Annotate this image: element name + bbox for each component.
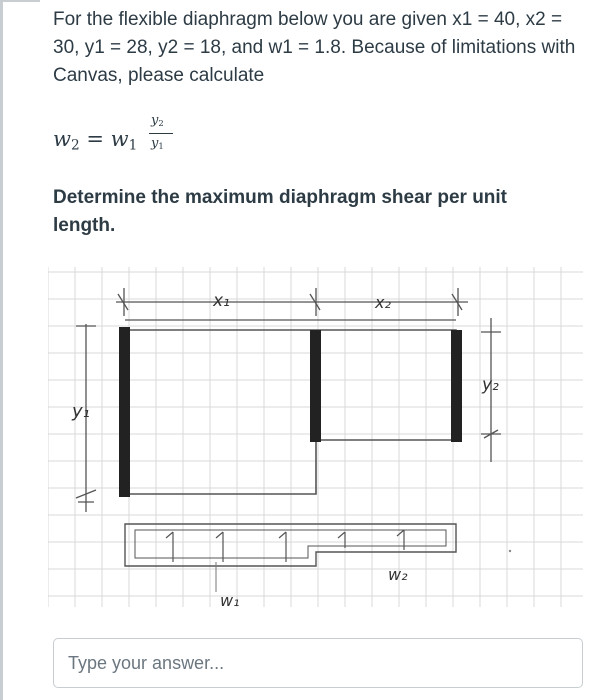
formula-numerator: $y_2$ [151, 113, 164, 129]
formula-w2-sub: 2 [70, 137, 80, 154]
formula-fraction-bar [149, 133, 173, 134]
formula-expression [53, 127, 137, 153]
formula [53, 113, 253, 163]
label-w2: w₂ [388, 565, 408, 584]
stray-mark [509, 550, 511, 552]
left-border [0, 0, 3, 700]
formula-w2: w [53, 127, 71, 151]
formula-equals: = [79, 127, 111, 151]
formula-w1: w [110, 127, 129, 151]
top-border [0, 0, 40, 2]
formula-w1-sub: 1 [128, 137, 138, 154]
label-x1: x₁ [213, 291, 230, 311]
question-intro-text: For the flexible diaphragm below you are given x1 = 40, x2 = 30, y1 = 28, y2 = 18, and w1 = 1.8. Because of limitations with Canvas, please calculate [53, 9, 576, 86]
label-y1: y₁ [72, 401, 90, 422]
label-x2: x₂ [375, 293, 391, 312]
label-w1: w₁ [220, 591, 240, 607]
answer-input[interactable] [53, 638, 583, 688]
question-prompt: Determine the maximum diaphragm shear per unit length. [53, 187, 508, 236]
wall-right [451, 330, 462, 442]
dimension-x [116, 288, 468, 316]
question-intro [53, 6, 583, 90]
diaphragm-figure [48, 262, 583, 607]
wall-middle [310, 330, 321, 442]
formula-denominator: $y_1$ [151, 136, 164, 152]
wall-left [119, 327, 130, 497]
label-y2: y₂ [482, 375, 499, 395]
